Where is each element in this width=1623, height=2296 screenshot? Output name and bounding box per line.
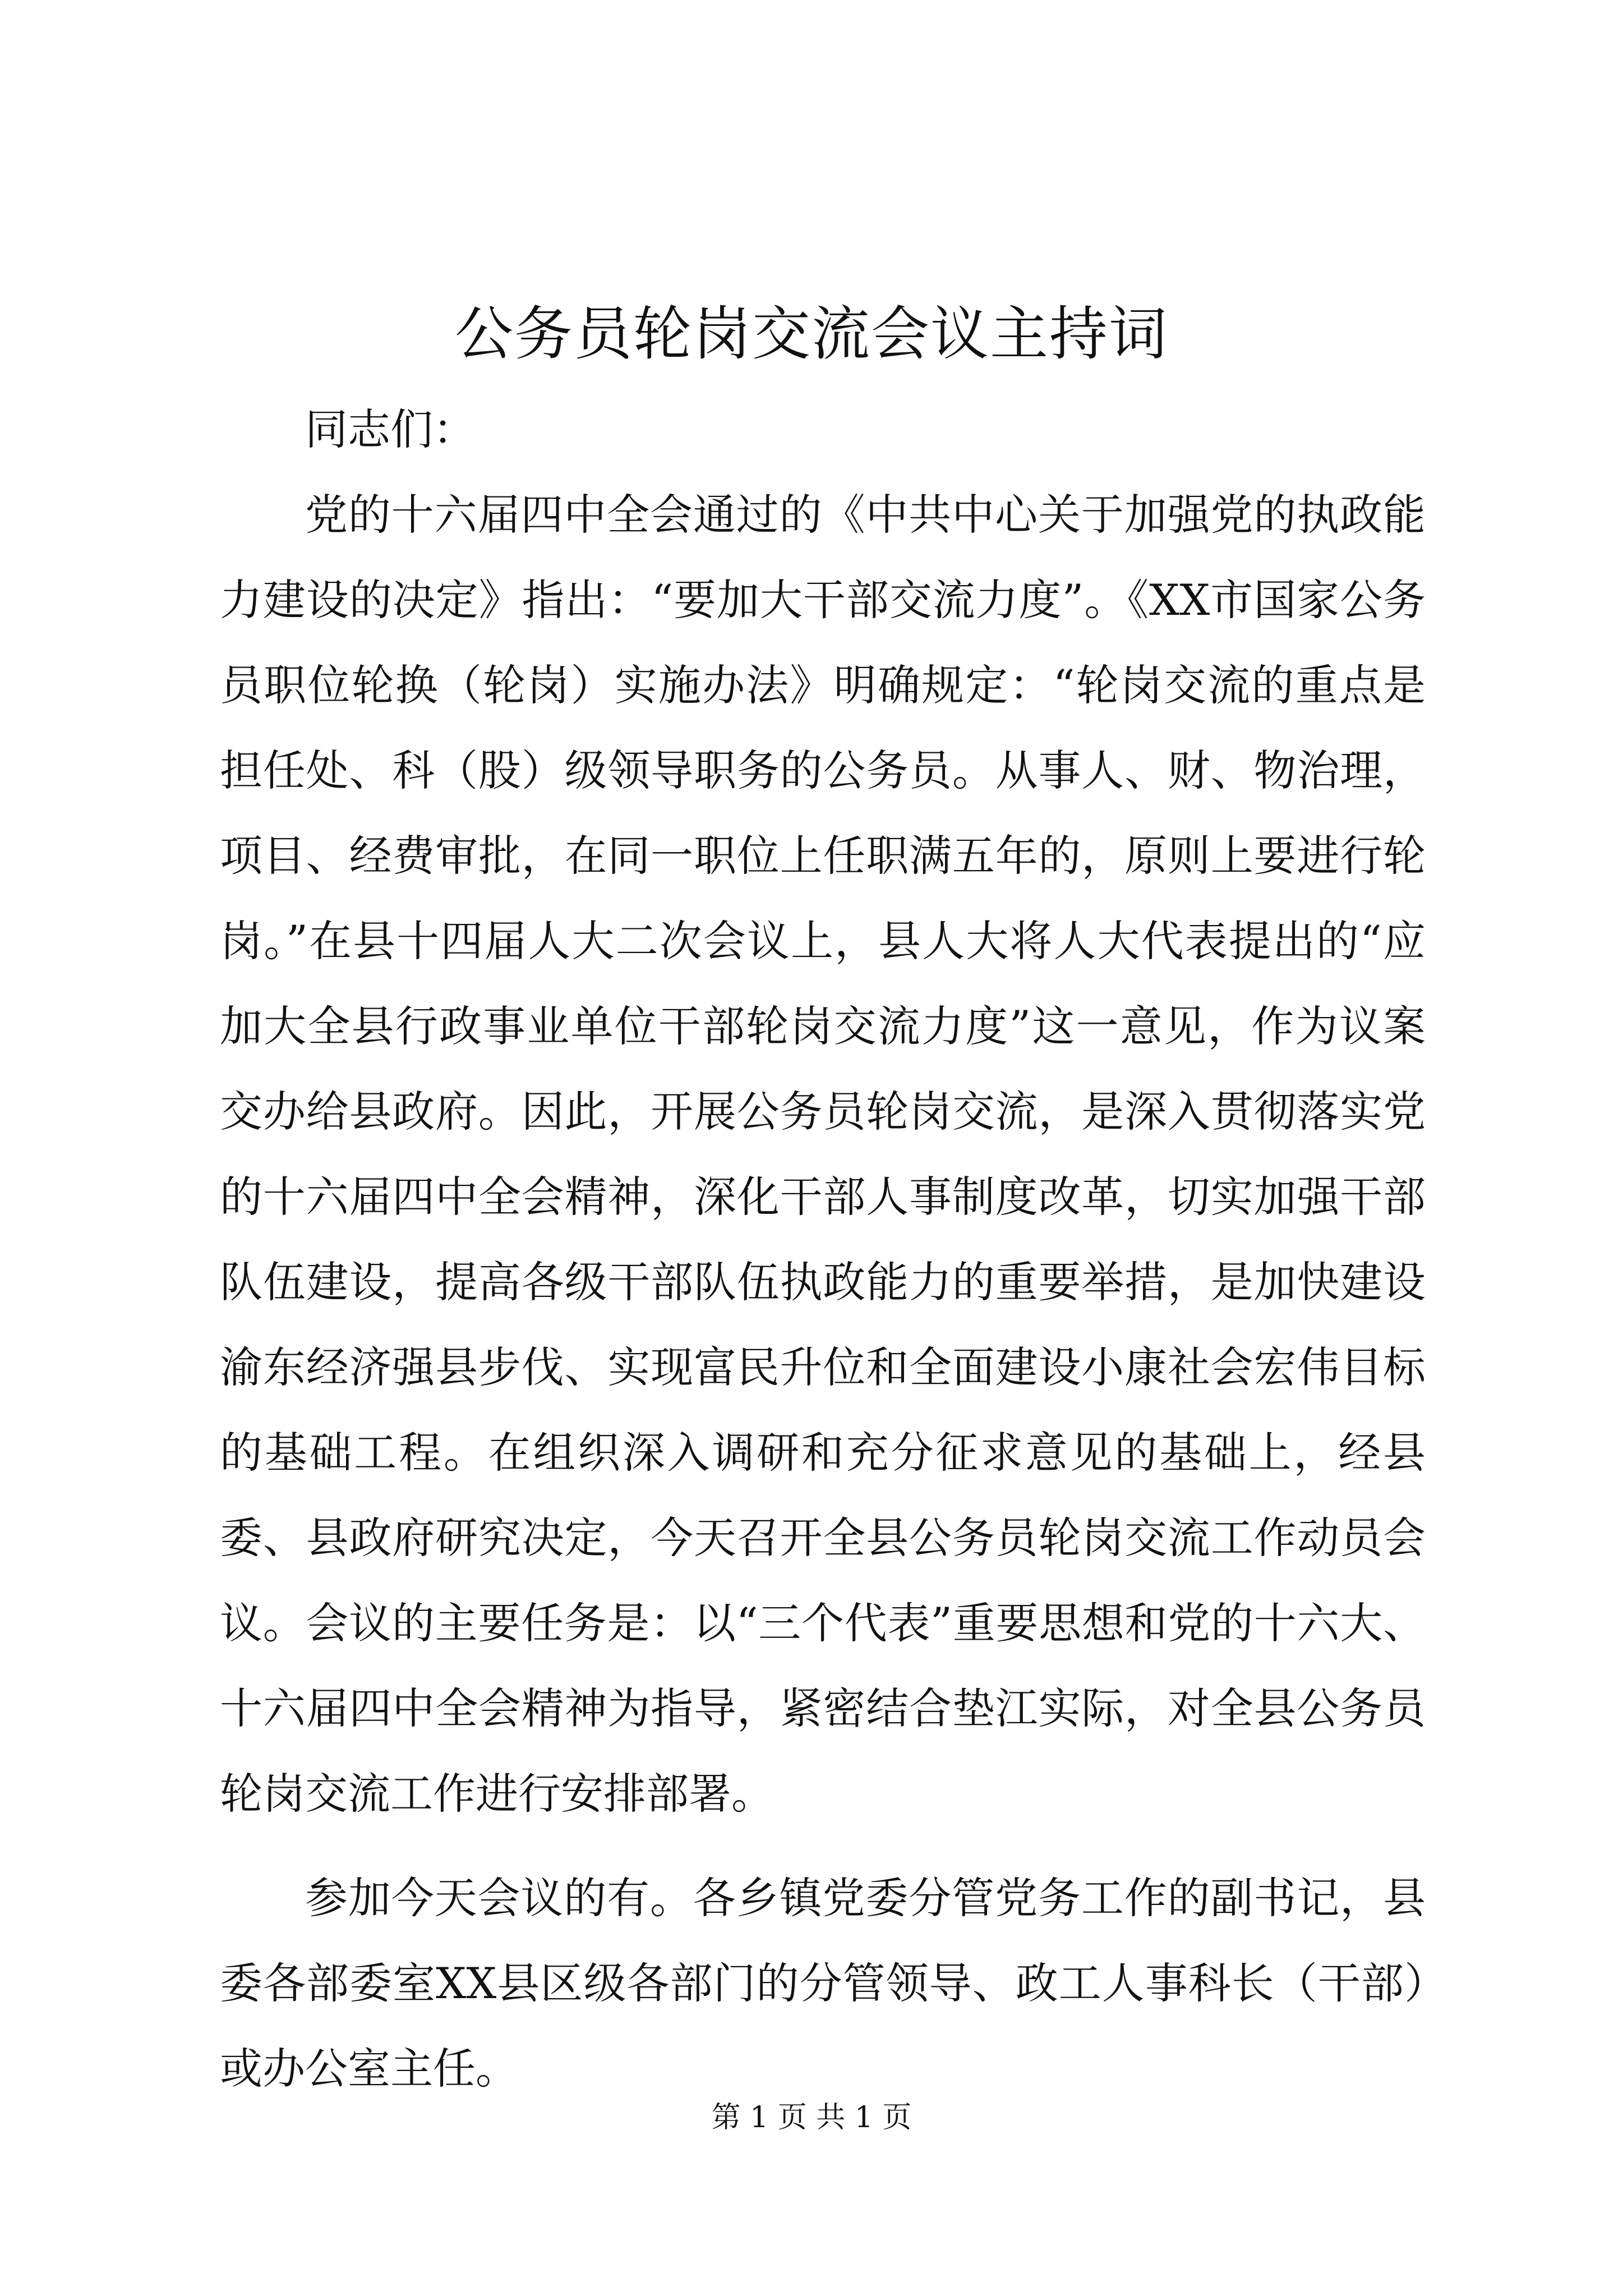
paragraph-1: 党的十六届四中全会通过的《中共中心关于加强党的执政能力建设的决定》指出：“要加大干部交流力度”。《XX市国家公务员职位轮换（轮岗）实施办法》明确规定：“轮岗交流的重点是担任处、科（股）级领导职务的公务员。从事人、财、物治理，项目、经费审批，在同一职位上任职满五年的，原则上要进行轮岗。”在县十四届人大二次会议上，县人大将人大代表提出的“应加大全县行政事业单位干部轮岗交流力度”这一意见，作为议案交办给县政府。因此，开展公务员轮岗交流，是深入贯彻落实党的十六届四中全会精神，深化干部人事制度改革，切实加强干部队伍建设，提高各级干部队伍执政能力的重要举措，是加快建设渝东经济强县步伐、实现富民升位和全面建设小康社会宏伟目标的基础工程。在组织深入调研和充分征求意见的基础上，经县委、县政府研究决定，今天召开全县公务员轮岗交流工作动员会议。会议的主要任务是：以“三个代表”重要思想和党的十六大、十六届四中全会精神为指导，紧密结合垫江实际，对全县公务员轮岗交流工作进行安排部署。 bbox=[220, 490, 1426, 1819]
document-body bbox=[220, 387, 1426, 2111]
document-title: 公务员轮岗交流会议主持词 bbox=[454, 300, 1168, 368]
page-number: 第 1 页 共 1 页 bbox=[711, 2101, 912, 2134]
salutation: 同志们： bbox=[305, 404, 476, 454]
paragraph-2: 参加今天会议的有。各乡镇党委分管党务工作的副书记，县委各部委室XX县区级各部门的分管领导、政工人事科长（干部）或办公室主任。 bbox=[220, 1873, 1426, 2093]
